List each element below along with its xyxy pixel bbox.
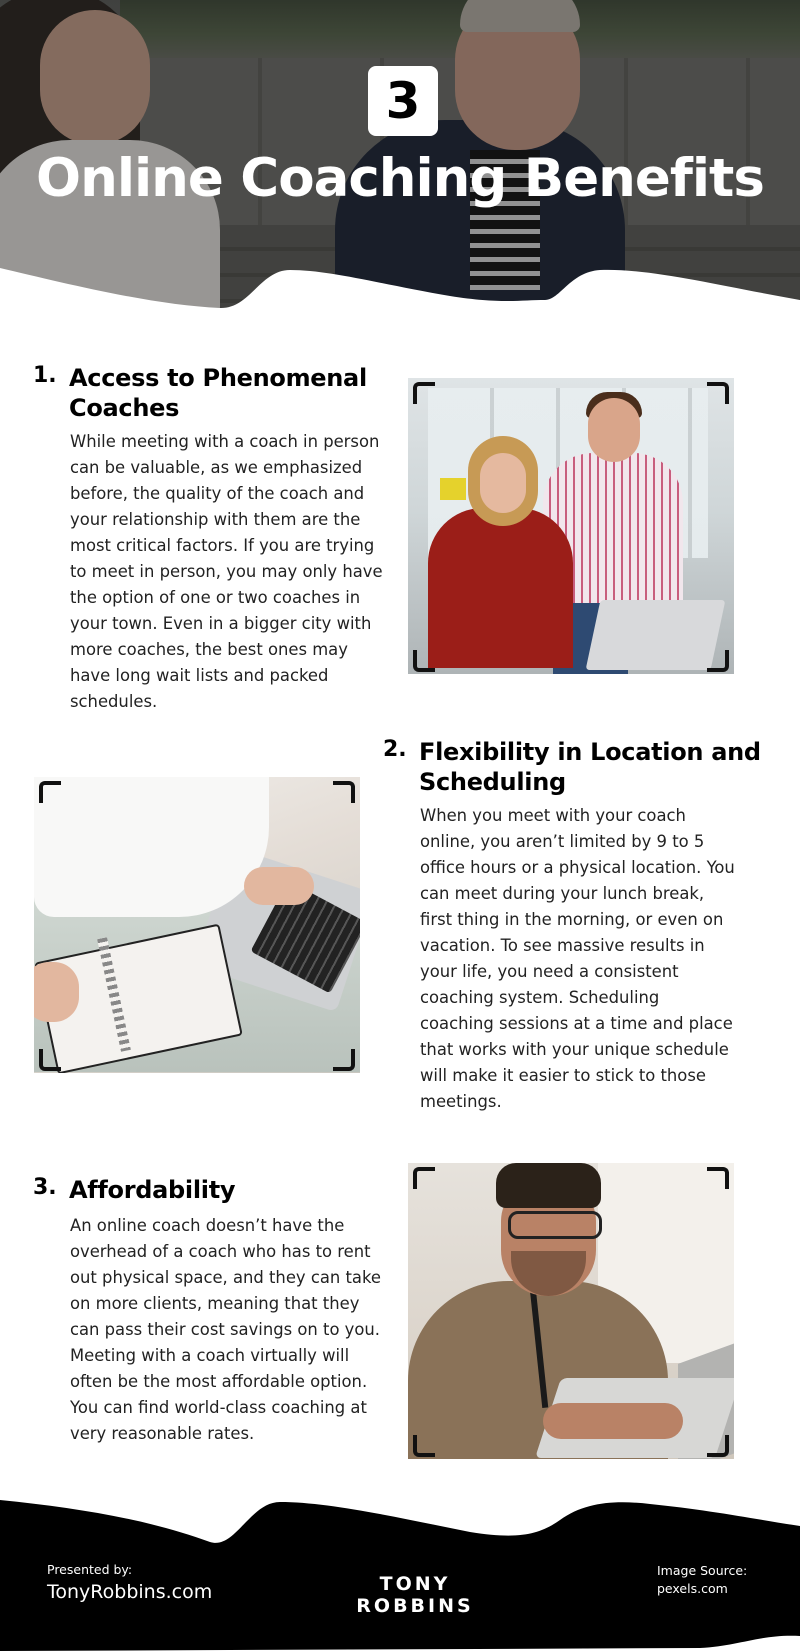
number-badge: 3 xyxy=(368,66,438,136)
section-1-heading-line1: Access to Phenomenal xyxy=(69,364,367,392)
section-3-photo-man-laptop xyxy=(408,1163,734,1459)
section-2-body: When you meet with your coach online, you aren’t limited by 9 to 5 office hours or a physical location. You can meet during your lunch break, first thing in the morning, or even on vacation. To see massive results in your life, you need a consistent coaching system. Scheduling coaching sessions at a time and place that works with your unique schedule will make it easier to stick to those meetings. xyxy=(420,806,735,1111)
section-1-heading-line2: Coaches xyxy=(69,394,180,422)
footer-image-source-label: Image Source: xyxy=(657,1563,748,1578)
section-1-number: 1. xyxy=(33,363,57,388)
section-2-heading-line1: Flexibility in Location and xyxy=(419,738,761,766)
footer-presented-label: Presented by: xyxy=(47,1562,133,1577)
section-3-photo-frame xyxy=(413,1167,729,1457)
frame-corner-icon xyxy=(707,650,729,672)
frame-corner-icon xyxy=(413,1435,435,1457)
section-3-heading xyxy=(69,1175,389,1205)
section-2-photo-frame xyxy=(39,781,355,1071)
frame-corner-icon xyxy=(413,650,435,672)
frame-corner-icon xyxy=(333,1049,355,1071)
frame-corner-icon xyxy=(707,1167,729,1189)
frame-corner-icon xyxy=(707,1435,729,1457)
footer-presented-site: TonyRobbins.com xyxy=(47,1581,213,1603)
hero-wave-divider xyxy=(0,260,800,320)
frame-corner-icon xyxy=(333,781,355,803)
page-title: Online Coaching Benefits xyxy=(36,148,764,209)
section-2-number: 2. xyxy=(383,737,407,762)
section-1-photo-office xyxy=(408,378,734,674)
section-1-body: While meeting with a coach in person can be valuable, as we emphasized before, the quality of the coach and your relationship with them are the most critical factors. If you are trying to meet in person, you may only have the option of one or two coaches in your town. Even in a bigger city with more coaches, the best ones may have long wait lists and packed schedules. xyxy=(70,432,383,711)
frame-corner-icon xyxy=(413,1167,435,1189)
section-2-heading xyxy=(419,737,769,797)
frame-corner-icon xyxy=(39,1049,61,1071)
footer-image-source: pexels.com xyxy=(657,1581,728,1596)
section-3-body: An online coach doesn’t have the overhead of a coach who has to rent out physical space, and they can take on more clients, meaning that they can pass their cost savings on to you. Meeting with a coach virtually will often be the most affordable option. You can find world-class coaching at very reasonable rates. xyxy=(70,1216,381,1443)
footer-brand-logo: TONY ROBBINS xyxy=(356,1573,474,1617)
frame-corner-icon xyxy=(413,382,435,404)
section-2-heading-line2: Scheduling xyxy=(419,768,566,796)
hero-banner xyxy=(0,0,800,320)
frame-corner-icon xyxy=(707,382,729,404)
section-3-heading-line1: Affordability xyxy=(69,1176,236,1204)
section-2-photo-desk xyxy=(34,777,360,1073)
section-1-photo-frame xyxy=(413,382,729,672)
section-1-heading xyxy=(69,363,389,423)
section-3-number: 3. xyxy=(33,1175,57,1200)
frame-corner-icon xyxy=(39,781,61,803)
